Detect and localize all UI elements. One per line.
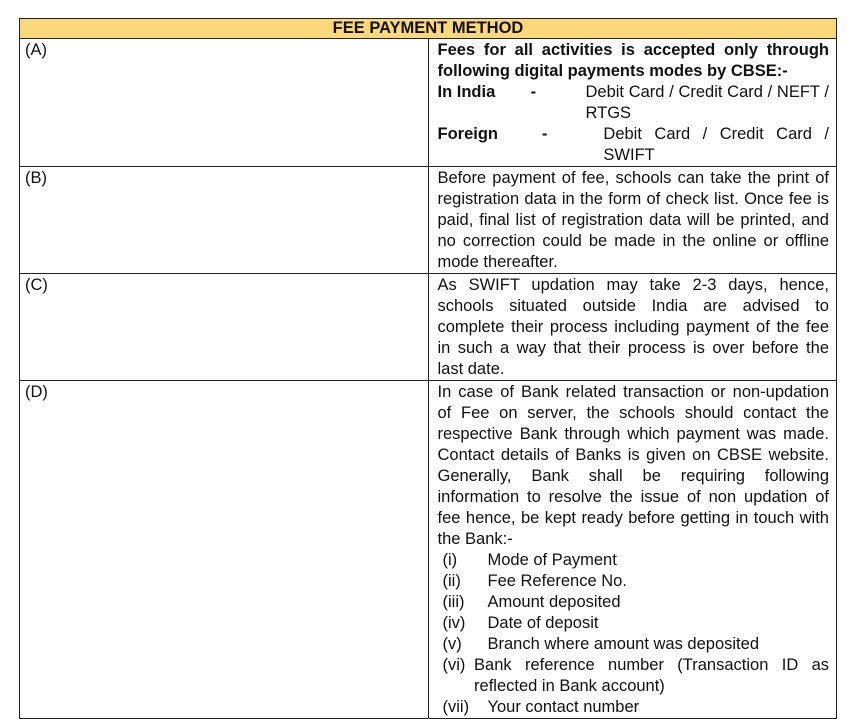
row-content-d — [428, 381, 837, 719]
table-title: FEE PAYMENT METHOD — [20, 19, 837, 39]
row-label-d: (D) — [20, 381, 429, 719]
mode-methods: Debit Card / Credit Card / NEFT / RTGS — [585, 83, 829, 122]
row-a — [20, 39, 837, 167]
list-item-number: (vii) — [442, 698, 470, 716]
mode-region: Foreign — [437, 125, 498, 143]
payment-modes-heading: Fees for all activities is accepted only through following digital payments modes by CBSE:- — [437, 41, 829, 80]
list-item — [438, 655, 830, 697]
mode-dash: - — [541, 125, 548, 143]
fee-payment-table — [19, 18, 837, 719]
table-header-row — [20, 19, 837, 39]
row-label-c: (C) — [20, 274, 429, 381]
list-item-text: Your contact number — [487, 698, 640, 716]
row-d — [20, 381, 837, 719]
list-item-number: (iv) — [442, 614, 466, 632]
list-item — [438, 571, 830, 592]
row-content-c: As SWIFT updation may take 2-3 days, hence, schools situated outside India are advised to complete their process including payment of the fee in such a way that their process is over before the last date. — [428, 274, 837, 381]
row-b — [20, 167, 837, 274]
list-item — [438, 592, 830, 613]
bank-issue-text: In case of Bank related transaction or non-updation of Fee on server, the schools should contact the respective Bank through which payment was made. Contact details of Banks is given on CBSE website. Generally, Bank shall be requiring following information to resolve the issue of non updation of fee hence, be kept ready before getting in touch with the Bank:- — [437, 383, 829, 548]
row-content-a — [428, 39, 837, 167]
mode-dash: - — [530, 83, 537, 101]
list-item-number: (vi) — [442, 656, 466, 674]
list-item — [438, 613, 830, 634]
mode-methods: Debit Card / Credit Card / SWIFT — [603, 125, 830, 164]
row-c — [20, 274, 837, 381]
row-label-b: (B) — [20, 167, 429, 274]
list-item — [438, 697, 830, 718]
list-item-text: Amount deposited — [487, 593, 621, 611]
row-label-a: (A) — [20, 39, 429, 167]
list-item-text: Mode of Payment — [487, 551, 617, 569]
mode-foreign — [438, 124, 830, 166]
list-item-text: Bank reference number (Transaction ID as reflected in Bank account) — [474, 656, 829, 695]
list-item-number: (iii) — [442, 593, 465, 611]
list-item-number: (ii) — [442, 572, 461, 590]
list-item — [438, 550, 830, 571]
list-item-text: Fee Reference No. — [487, 572, 627, 590]
list-item-text: Date of deposit — [487, 614, 599, 632]
mode-india — [438, 82, 830, 124]
list-item — [438, 634, 830, 655]
bank-info-list — [438, 550, 830, 718]
mode-region: In India — [437, 83, 496, 101]
list-item-text: Branch where amount was deposited — [487, 635, 759, 653]
list-item-number: (i) — [442, 551, 458, 569]
list-item-number: (v) — [442, 635, 462, 653]
row-content-b: Before payment of fee, schools can take the print of registration data in the form of check list. Once fee is paid, final list of registration data will be printed, and no correction could be made in the online or offline mode thereafter. — [428, 167, 837, 274]
